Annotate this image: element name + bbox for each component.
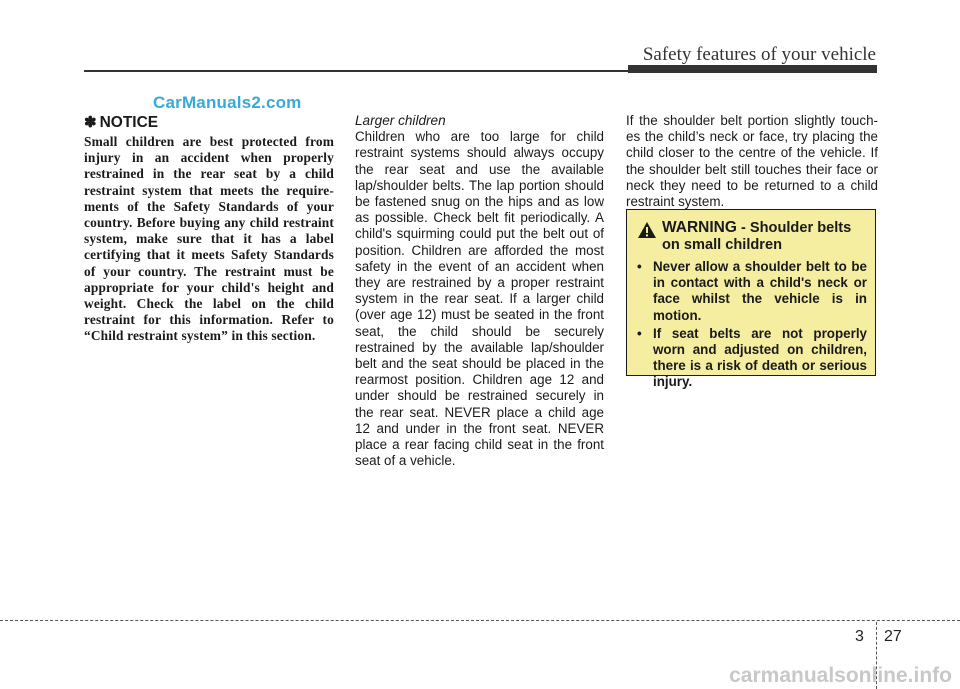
bullet-icon: •: [637, 259, 642, 274]
header-divider: [84, 70, 644, 72]
warning-item-text: If seat belts are not properly worn and adjusted on children, there is a risk of death or serious injury.: [653, 325, 867, 390]
bullet-icon: •: [637, 325, 642, 341]
larger-children-heading: Larger children: [355, 113, 446, 128]
warning-subtitle: - Shoulder belts on small children: [662, 220, 852, 253]
warning-title-row: [637, 220, 867, 253]
warning-box: [626, 209, 876, 390]
shoulder-belt-text: If the shoulder belt portion slightly touch-es the child’s neck or face, try placing the child closer to the centre of the vehicle. If the shoulder belt still touches their face or neck they need to be returned to a child restraint system.: [626, 113, 878, 210]
larger-children-column: [355, 113, 604, 469]
notice-mark-icon: ✽: [84, 114, 97, 131]
chapter-number: 3: [855, 628, 864, 645]
warning-item: [637, 326, 867, 391]
watermark-bottom: carmanualsonline.info: [729, 664, 952, 687]
page-number: 27: [884, 628, 902, 645]
footer-divider: [0, 620, 960, 621]
warning-item: [637, 259, 867, 324]
larger-children-body: Children who are too large for child restraint systems should always occupy the rear seat and use the available lap/shoulder belts. The lap portion should be fastened snug on the hips and as low as possible. Check belt fit periodically. A child's squirming could put the belt out of position. Children are afforded the most safety in the event of an accident when they are restrained by a proper restraint system in the rear seat. If a larger child (over age 12) must be seated in the front seat, the child should be securely restrained by the available lap/shoulder belt and the seat should be placed in the rearmost position. Children age 12 and under should be restrained securely in the rear seat. NEVER place a child age 12 and under in the front seat. NEVER place a rear facing child seat in the front seat of a vehicle.: [355, 129, 604, 469]
header-accent-bar: [628, 65, 877, 73]
page-header-title: Safety features of your vehicle: [642, 44, 876, 65]
notice-body: Small children are best protected from injury in an accident when properly restrained in the rear seat by a child restraint system that meets the require-ments of the Safety Standards of your country. Before buying any child restraint system, make sure that it has a label certifying that it meets Safety Standards of your country. The restraint must be appropriate for your child's height and weight. Check the label on the child restraint for this information. Refer to “Child restraint system” in this section.: [84, 134, 334, 344]
warning-label: WARNING: [662, 219, 737, 236]
shoulder-belt-column: [626, 113, 878, 210]
warning-title: [662, 220, 867, 253]
warning-list: [637, 259, 867, 391]
notice-column: [84, 113, 334, 345]
warning-item-text: Never allow a shoulder belt to be in contact with a child's neck or face whilst the vehicle is in motion.: [653, 259, 867, 323]
warning-triangle-icon: [637, 221, 657, 239]
notice-heading-label: NOTICE: [99, 114, 159, 131]
watermark-top: CarManuals2.com: [153, 93, 302, 112]
notice-heading: [84, 113, 334, 132]
